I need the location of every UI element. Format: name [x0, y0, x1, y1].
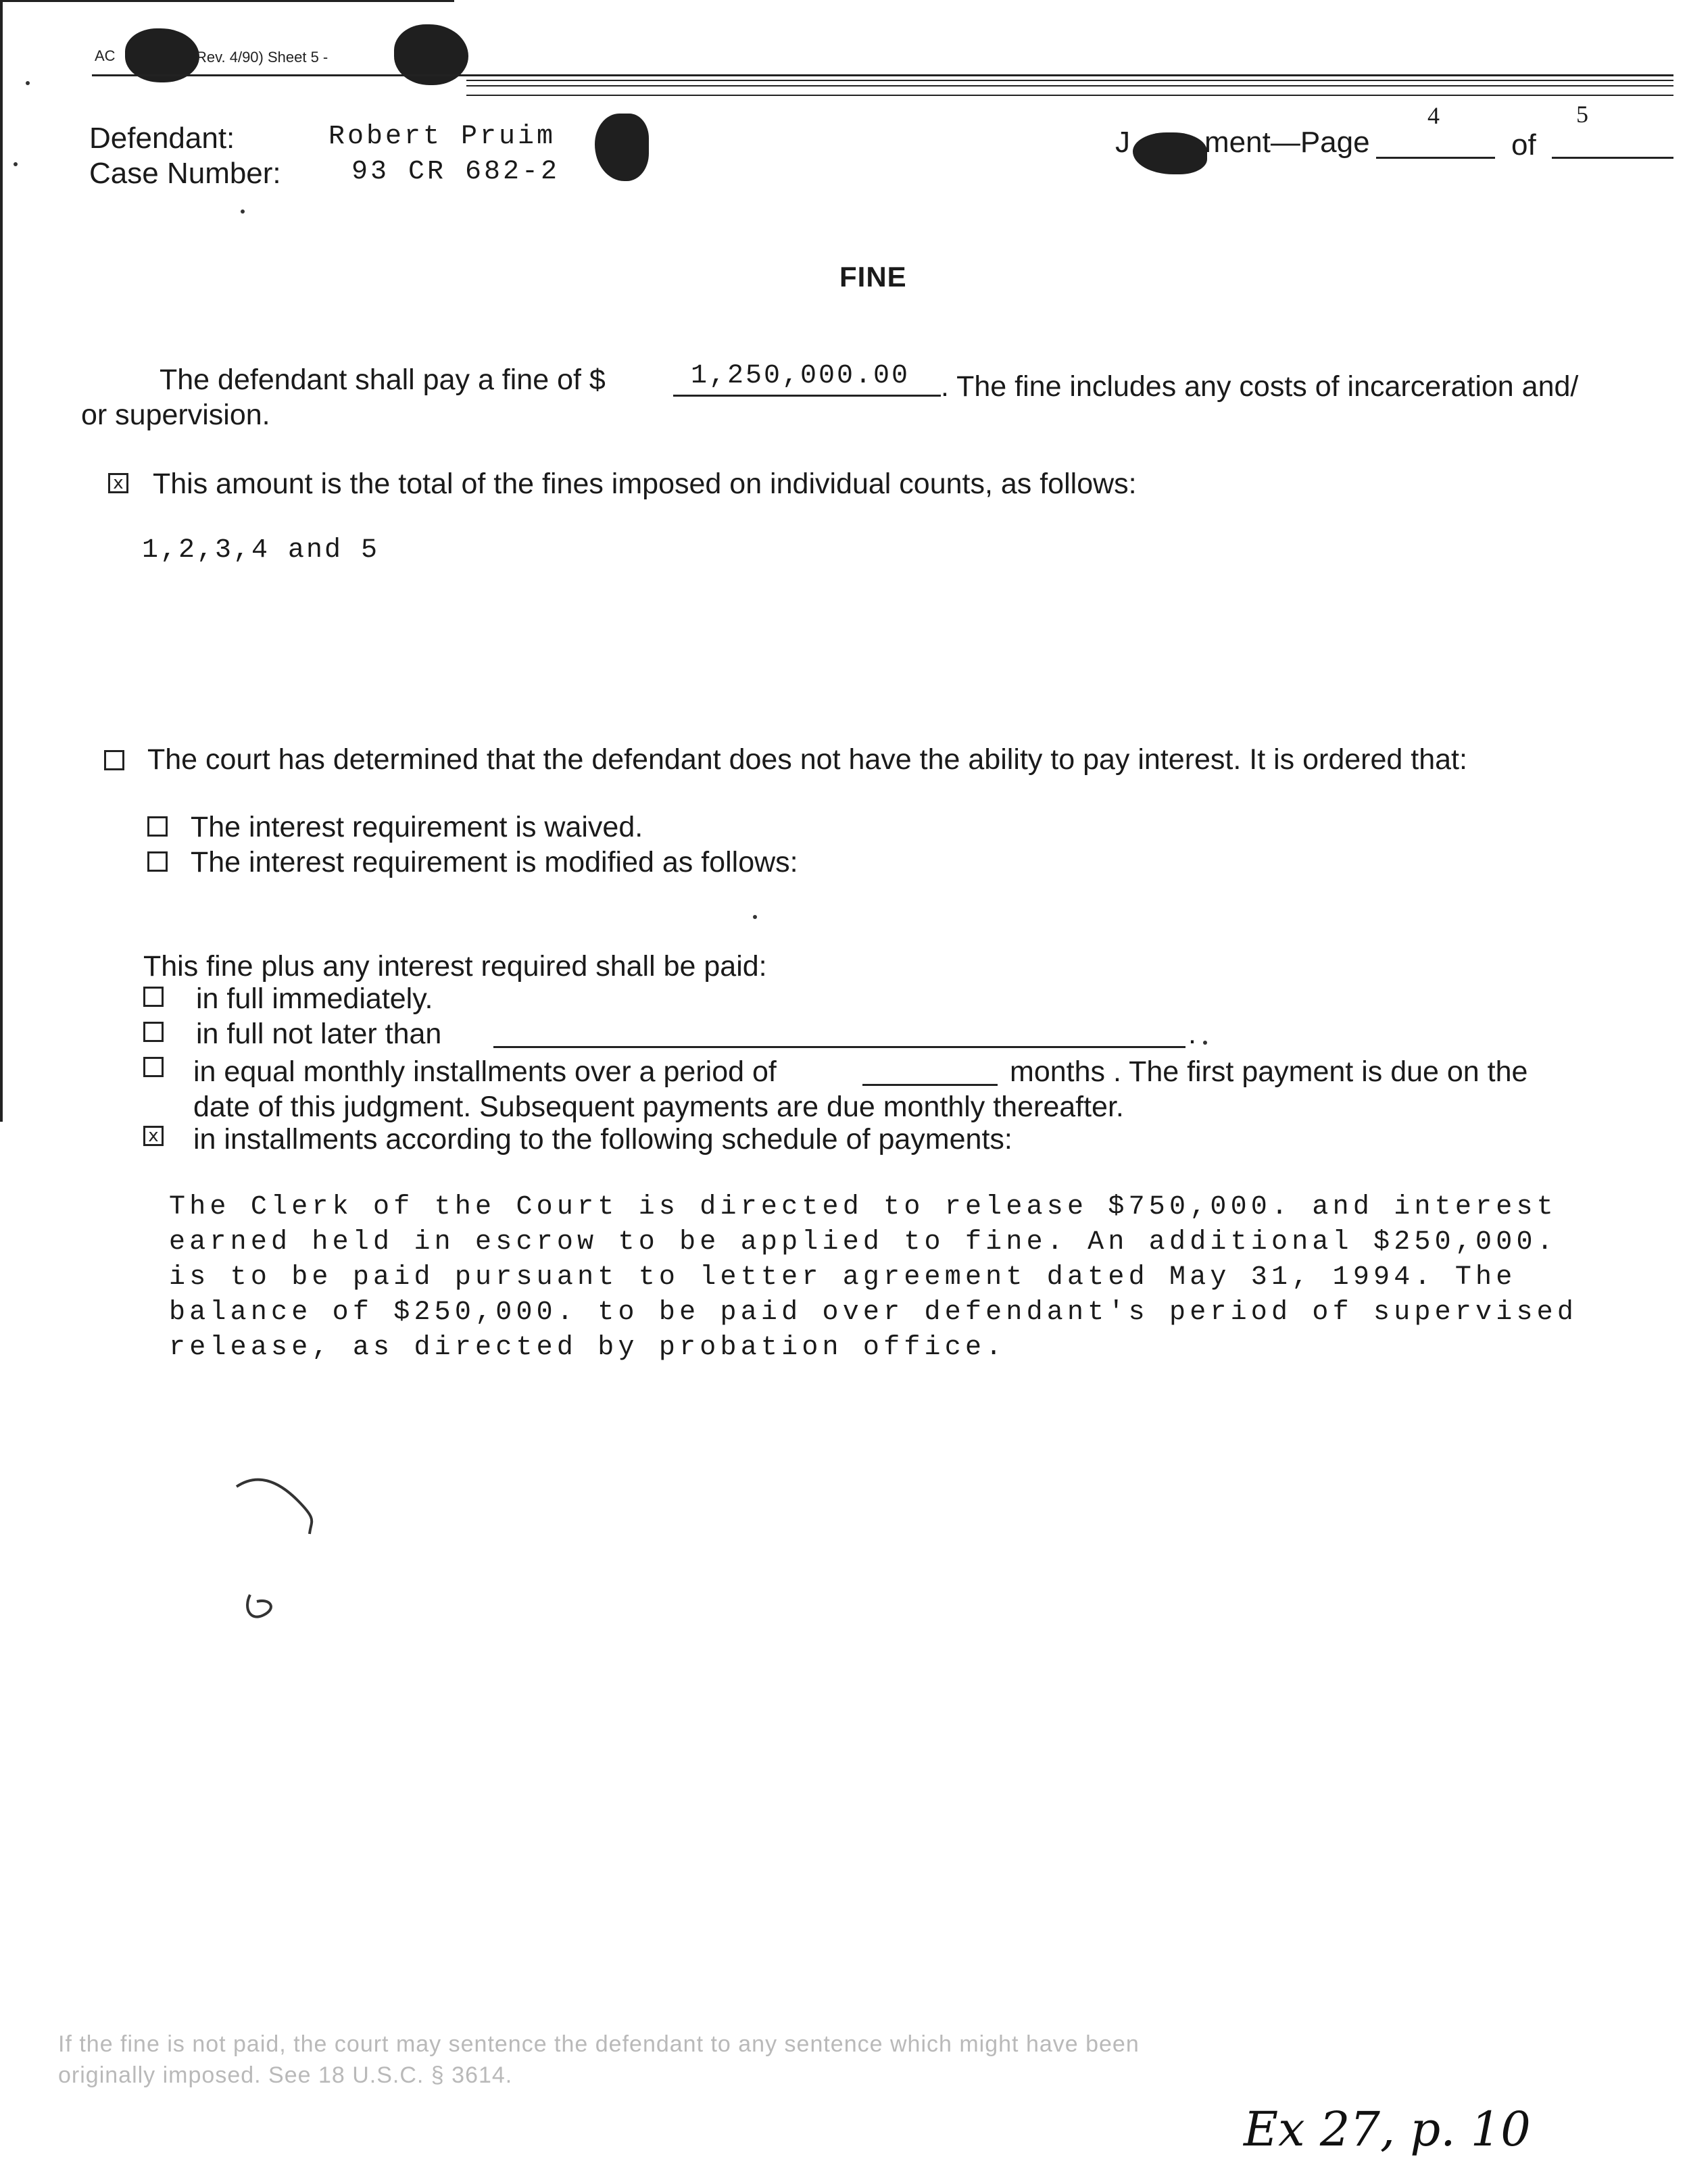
header-rule — [466, 85, 1673, 86]
header-rule — [466, 80, 1673, 81]
interest-waived-checkbox[interactable] — [147, 816, 168, 837]
footnote-line-2: originally imposed. See 18 U.S.C. § 3614. — [58, 2062, 513, 2088]
payment-date-line — [493, 1046, 1185, 1048]
scan-blot — [1133, 132, 1207, 174]
page-current: 4 — [1427, 102, 1440, 129]
top-edge-rule — [0, 0, 454, 2]
schedule-line: is to be paid pursuant to letter agreement dated May 31, 1994. The — [169, 1262, 1517, 1293]
payment-not-later-suffix: . — [1188, 1018, 1196, 1050]
scan-speck — [1203, 1041, 1207, 1045]
case-number: 93 CR 682-2 — [351, 157, 560, 187]
payment-schedule-checkbox[interactable]: x — [143, 1126, 164, 1146]
interest-waived-label: The interest requirement is waived. — [191, 811, 643, 843]
payment-monthly-label-line2: date of this judgment. Subsequent payments are due monthly thereafter. — [193, 1091, 1124, 1123]
payment-not-later-label: in full not later than — [196, 1018, 442, 1050]
payment-immediately-label: in full immediately. — [196, 983, 433, 1015]
case-number-label: Case Number: — [89, 157, 281, 190]
judgment-label-start: J — [1115, 126, 1130, 159]
header-rule — [92, 74, 1673, 76]
payment-intro: This fine plus any interest required shall be paid: — [143, 950, 767, 983]
fine-sentence-continued: or supervision. — [81, 399, 270, 431]
exhibit-mark: Ex 27, p. 10 — [1244, 2102, 1531, 2157]
interest-label: The court has determined that the defendant does not have the ability to pay interest. It is ordered that: — [147, 743, 1467, 776]
payment-schedule-label: in installments according to the following schedule of payments: — [193, 1123, 1012, 1156]
page-current-line — [1376, 157, 1495, 159]
header-rule — [466, 95, 1673, 96]
interest-modified-label: The interest requirement is modified as follows: — [191, 846, 798, 878]
interest-checkbox[interactable] — [104, 750, 124, 770]
counts-text: 1,2,3,4 and 5 — [142, 535, 380, 566]
schedule-line: release, as directed by probation office. — [169, 1333, 1006, 1363]
scan-speck — [26, 81, 30, 85]
of-label: of — [1511, 128, 1536, 162]
fine-sentence-start: The defendant shall pay a fine of $ — [160, 364, 606, 396]
interest-modified-checkbox[interactable] — [147, 851, 168, 872]
schedule-line: The Clerk of the Court is directed to release $750,000. and interest — [169, 1192, 1557, 1222]
pen-mark — [230, 1466, 324, 1629]
form-code-left: AC — [95, 47, 116, 64]
fine-amount: 1,250,000.00 — [691, 361, 910, 391]
schedule-line: earned held in escrow to be applied to fine. An additional $250,000. — [169, 1227, 1557, 1258]
scan-speck — [14, 162, 18, 166]
fine-amount-line — [673, 395, 941, 397]
defendant-label: Defendant: — [89, 122, 235, 155]
payment-monthly-label-start: in equal monthly installments over a period of — [193, 1056, 777, 1088]
scan-speck — [241, 209, 245, 214]
defendant-name: Robert Pruim — [328, 122, 556, 152]
footnote-line-1: If the fine is not paid, the court may sentence the defendant to any sentence which might have been — [58, 2031, 1140, 2057]
fine-sentence-end: . The fine includes any costs of incarceration and/ — [941, 370, 1579, 403]
scan-blot — [595, 114, 649, 181]
page-total: 5 — [1576, 101, 1588, 128]
payment-months-line — [862, 1084, 998, 1086]
payment-monthly-checkbox[interactable] — [143, 1057, 164, 1077]
payment-monthly-label-end: months . The first payment is due on the — [1010, 1056, 1528, 1088]
page-title: FINE — [839, 261, 907, 293]
payment-not-later-checkbox[interactable] — [143, 1022, 164, 1042]
left-border — [0, 0, 3, 1122]
judgment-label-end: ment—Page — [1204, 126, 1370, 159]
schedule-line: balance of $250,000. to be paid over defendant's period of supervised — [169, 1297, 1578, 1328]
scan-speck — [753, 915, 757, 919]
page-total-line — [1552, 157, 1673, 159]
payment-immediately-checkbox[interactable] — [143, 987, 164, 1007]
counts-option-label: This amount is the total of the fines imposed on individual counts, as follows: — [153, 468, 1137, 500]
counts-checkbox[interactable]: x — [108, 473, 128, 493]
form-code-right: Rev. 4/90) Sheet 5 - — [196, 49, 328, 66]
